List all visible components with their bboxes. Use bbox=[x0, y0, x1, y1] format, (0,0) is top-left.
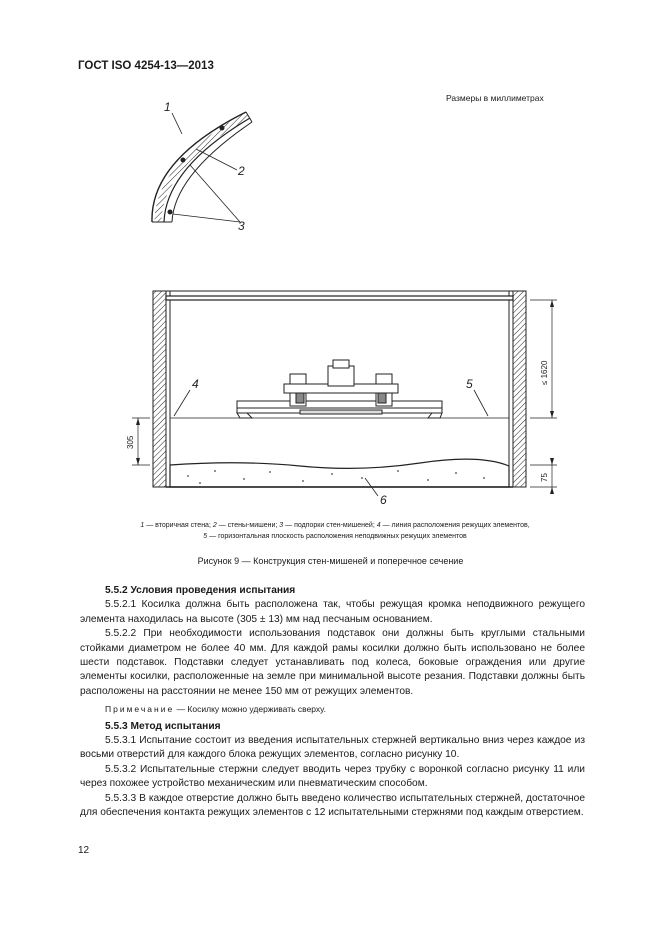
legend-text: — подпорки стен-мишеней; bbox=[283, 522, 377, 529]
paragraph-5-5-2-1: 5.5.2.1 Косилка должна быть расположена так, чтобы режущая кромка неподвижного режущего элемента находилась на высоте (305 ± 13) мм над песчаным основанием. bbox=[80, 599, 585, 625]
standard-designation: ГОСТ ISO 4254-13—2013 bbox=[78, 60, 214, 72]
paragraph-5-5-3-1: 5.5.3.1 Испытание состоит из введения испытательных стержней вертикально вниз через каждое из восьми отверстий для каждого блока режущих элементов, согласно рисунку 10. bbox=[80, 735, 585, 761]
label-2: 2 bbox=[238, 164, 245, 178]
label-3: 3 bbox=[238, 219, 245, 233]
label-4: 4 bbox=[192, 377, 199, 391]
legend-number: 5 bbox=[203, 533, 208, 540]
note-label: Примечание bbox=[105, 704, 175, 715]
label-5: 5 bbox=[466, 377, 473, 391]
note-text: — Косилку можно удерживать сверху. bbox=[174, 704, 326, 715]
legend-number: 1 bbox=[140, 522, 145, 529]
label-1: 1 bbox=[164, 100, 171, 114]
section-heading-5-5-3: 5.5.3 Метод испытания bbox=[105, 720, 221, 732]
cross-section-drawing bbox=[132, 291, 557, 496]
legend-number: 2 bbox=[212, 522, 217, 529]
legend-text: — горизонтальная плоскость расположения неподвижных режущих элементов bbox=[207, 533, 467, 540]
body-text bbox=[80, 584, 585, 821]
figure-legend-line-2 bbox=[70, 533, 600, 540]
page-number: 12 bbox=[78, 845, 90, 856]
legend-number: 4 bbox=[376, 522, 381, 529]
legend-text: — стены-мишени; bbox=[216, 522, 280, 529]
dimension-cut-height: 305 bbox=[126, 435, 135, 449]
note bbox=[80, 702, 585, 716]
paragraph-5-5-2-2: 5.5.2.2 При необходимости использования подставок они должны быть круглыми стальными стойками диаметром не более 40 мм. Для каждой рамы косилки должно быть использовано не более шести подставок. Подставки следует устанавливать под колеса, боковые ограждения или другие элементы косилки, расположенные на земле при минимальной высоте резания. Подставки должны быть расположены на расстоянии не менее 150 мм от режущих элементов. bbox=[80, 628, 585, 697]
paragraph-5-5-3-2: 5.5.3.2 Испытательные стержни следует вводить через трубку с воронкой согласно рисунку 11 или через похожее устройство механическим или пневматическим способом. bbox=[80, 763, 585, 790]
legend-text: — вторичная стена; bbox=[144, 522, 213, 529]
legend-number: 3 bbox=[279, 522, 284, 529]
paragraph-5-5-3-3: 5.5.3.3 В каждое отверстие должно быть введено количество испытательных стержней, достаточное для обеспечения контакта режущих элементов с 12 испытательными стержнями под каждым отверстием. bbox=[80, 792, 585, 819]
label-6: 6 bbox=[380, 493, 387, 507]
legend-text: — линия расположения режущих элементов, bbox=[380, 522, 530, 529]
section-heading-5-5-2: 5.5.2 Условия проведения испытания bbox=[105, 585, 296, 596]
dimension-ground: 75 bbox=[540, 473, 549, 482]
figure-legend-line-1 bbox=[70, 522, 600, 529]
figure-caption: Рисунок 9 — Конструкция стен-мишеней и поперечное сечение bbox=[197, 556, 464, 566]
dimension-height: ≤ 1620 bbox=[540, 360, 549, 385]
wall-detail-drawing bbox=[152, 112, 252, 222]
dimensions-note: Размеры в миллиметрах bbox=[446, 93, 544, 103]
